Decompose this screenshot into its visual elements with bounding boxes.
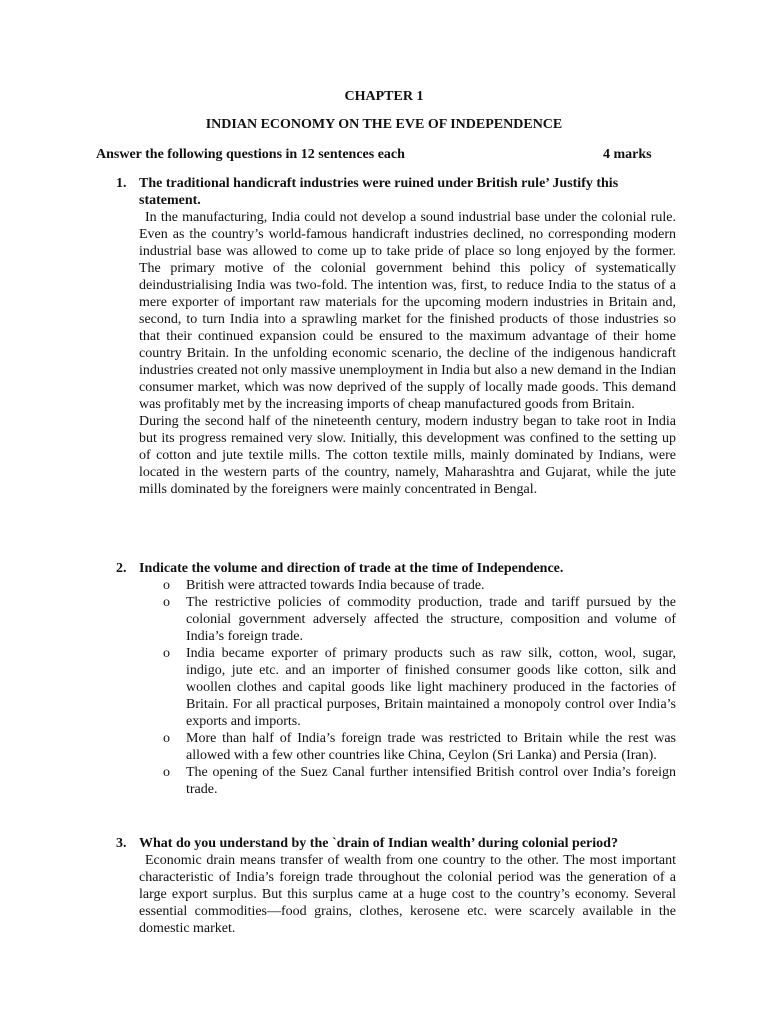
bullet-marker: o: [163, 646, 170, 661]
question-2: [116, 560, 676, 798]
bullet-text: India became exporter of primary products such as raw silk, cotton, wool, sugar, indigo, jute etc. and an importer of finished consumer goods like cotton, silk and woollen clothes and capital goods like light machinery produced in the factories of Britain. For all practical purposes, Britain maintained a monopoly control over India’s exports and imports.: [186, 646, 676, 729]
answer-paragraph: Economic drain means transfer of wealth from one country to the other. The most important characteristic of India’s foreign trade throughout the colonial period was the generation of a large export surplus. But this surplus came at a huge cost to the country’s economy. Several essential commodities—food grains, clothes, kerosene etc. were scarcely available in the domestic market.: [139, 853, 676, 936]
answer-paragraph: During the second half of the nineteenth century, modern industry began to take root in India but its progress remained very slow. Initially, this development was confined to the setting up of cotton and jute textile mills. The cotton textile mills, mainly dominated by Indians, were located in the western parts of the country, namely, Maharashtra and Gujarat, while the jute mills dominated by the foreigners were mainly concentrated in Bengal.: [139, 414, 676, 497]
question-number: 1.: [116, 176, 127, 191]
question-text: The traditional handicraft industries were ruined under British rule’ Justify this statement.: [139, 176, 619, 208]
answer-bullet-list: [116, 577, 676, 798]
list-item: [116, 764, 676, 798]
question-number: 2.: [116, 561, 127, 576]
page-title: INDIAN ECONOMY ON THE EVE OF INDEPENDENCE: [205, 117, 563, 132]
instruction-text: Answer the following questions in 12 sentences each: [96, 147, 405, 162]
answer-paragraph: In the manufacturing, India could not develop a sound industrial base under the colonial rule. Even as the country’s world-famous handicraft industries declined, no corresponding modern industrial base was allowed to come up to take pride of place so long enjoyed by the former. The primary motive of the colonial government behind this policy of systematically deindustrialising India was two-fold. The intention was, first, to reduce India to the status of a mere exporter of important raw materials for the upcoming modern industries in Britain and, second, to turn India into a sprawling market for the finished products of those industries so that their continued expansion could be ensured to the maximum advantage of their home country Britain. In the unfolding economic scenario, the decline of the indigenous handicraft industries created not only massive unemployment in India but also a new demand in the Indian consumer market, which was now deprived of the supply of locally made goods. This demand was profitably met by the increasing imports of cheap manufactured goods from Britain.: [139, 210, 676, 412]
bullet-text: The opening of the Suez Canal further intensified British control over India’s foreign trade.: [186, 765, 676, 797]
bullet-marker: o: [163, 731, 170, 746]
bullet-marker: o: [163, 765, 170, 780]
question-3: [116, 835, 676, 937]
question-1: [116, 175, 676, 498]
chapter-heading: CHAPTER 1: [344, 89, 424, 104]
list-item: [116, 645, 676, 730]
bullet-marker: o: [163, 578, 170, 593]
bullet-text: More than half of India’s foreign trade was restricted to Britain while the rest was allowed with a few other countries like China, Ceylon (Sri Lanka) and Persia (Iran).: [186, 731, 676, 763]
instruction-line: [96, 146, 676, 163]
list-item: [116, 594, 676, 645]
bullet-marker: o: [163, 595, 170, 610]
question-text: What do you understand by the `drain of Indian wealth’ during colonial period?: [139, 836, 618, 851]
question-number: 3.: [116, 836, 127, 851]
bullet-text: The restrictive policies of commodity production, trade and tariff pursued by the colonial government adversely affected the structure, composition and volume of India’s foreign trade.: [186, 595, 676, 644]
list-item: [116, 577, 676, 594]
bullet-text: British were attracted towards India because of trade.: [186, 578, 485, 593]
question-text: Indicate the volume and direction of trade at the time of Independence.: [139, 561, 564, 576]
marks-label: 4 marks: [603, 147, 652, 162]
list-item: [116, 730, 676, 764]
